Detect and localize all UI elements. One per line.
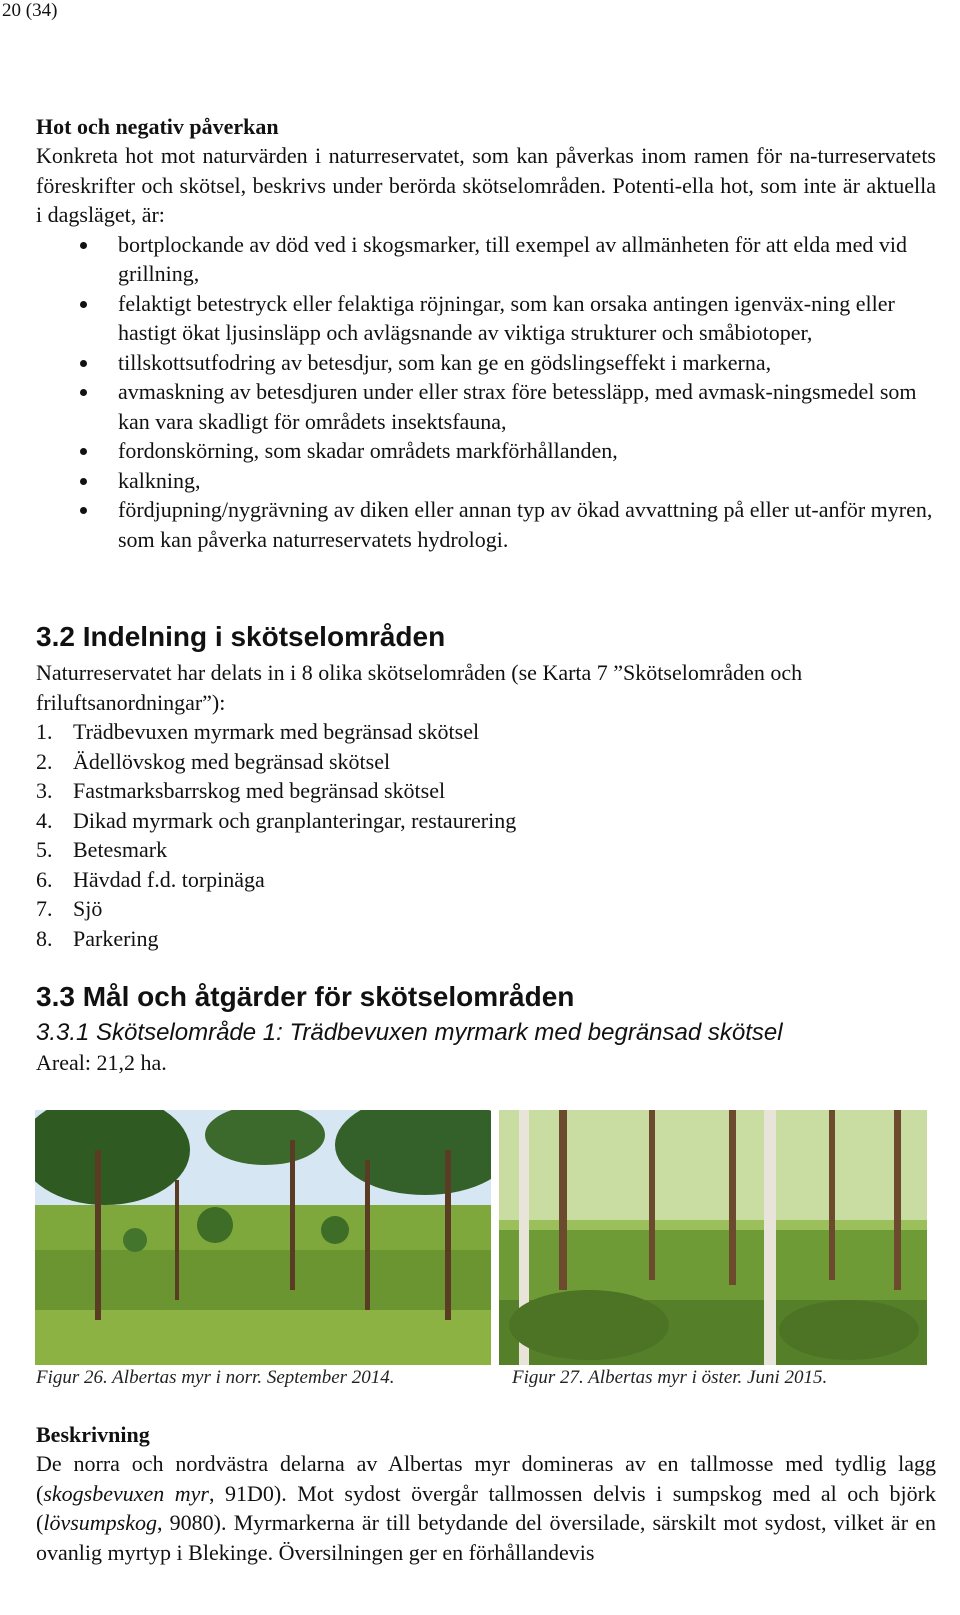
section-3-2 [36,620,936,953]
list-item: 7. Sjö [36,896,103,921]
list-item: tillskottsutfodring av betesdjur, som kan ge en gödslingseffekt i markerna, [36,348,936,378]
description-paragraph: De norra och nordvästra delarna av Albertas myr domineras av en tallmosse med tydlig lagg (skogsbevuxen myr, 91D0). Mot sydost övergår tallmossen delvis i sumpskog med al och björk (lövsumpskog, 9080). Myrmarkerna är till betydande del översilade, särskilt mot sydost, vilket är en ovanlig myrtyp i Blekinge. Översilningen ger en förhållandevis [36,1451,936,1565]
list-item: 4. Dikad myrmark och granplanteringar, restaurering [36,807,517,833]
bullet-icon [80,360,87,367]
figure-26-caption: Figur 26. Albertas myr i norr. September 2014. [36,1367,395,1388]
list-item: 2. Ädellövskog med begränsad skötsel [36,748,391,774]
figure-27-caption: Figur 27. Albertas myr i öster. Juni 2015. [512,1367,828,1388]
bullet-icon [80,389,87,396]
list-item: 8. Parkering [36,925,159,951]
list-item: 1. Trädbevuxen myrmark med begränsad skötsel [36,719,480,744]
bullet-icon [80,478,87,485]
list-item: fordonskörning, som skadar områdets markförhållanden, [36,436,936,466]
section-3-3 [36,980,936,1078]
bullet-icon [80,242,87,249]
list-item: bortplockande av död ved i skogsmarker, till exempel av allmänheten för att elda med vid grillning, [36,230,936,289]
section-heading: 3.3 Mål och åtgärder för skötselområden [36,981,575,1012]
figure-27-photo [499,1110,927,1365]
section-intro: Naturreservatet har delats in i 8 olika skötselområden (se Karta 7 ”Skötselområden och friluftsanordningar”): [36,660,803,715]
threats-list [36,230,936,555]
list-item: 5. Betesmark [36,837,168,862]
list-item: 3. Fastmarksbarrskog med begränsad skötsel [36,778,446,803]
section-heading: 3.2 Indelning i skötselområden [36,621,446,652]
list-item: kalkning, [36,466,936,496]
forest-photo-east [499,1110,927,1365]
threats-title: Hot och negativ påverkan [36,114,279,139]
figure-26-photo [35,1110,491,1365]
description-title: Beskrivning [36,1422,150,1447]
bullet-icon [80,301,87,308]
list-item: 6. Hävdad f.d. torpinäga [36,866,265,892]
subsection-heading: 3.3.1 Skötselområde 1: Trädbevuxen myrmark med begränsad skötsel [36,1019,783,1046]
zones-list [36,717,936,953]
bullet-icon [80,448,87,455]
area-text: Areal: 21,2 ha. [36,1050,167,1075]
forest-photo-north [35,1110,491,1365]
list-item: fördjupning/nygrävning av diken eller annan typ av ökad avvattning på eller ut-anför myren, som kan påverka naturreservatets hydrologi. [36,495,936,554]
list-item: avmaskning av betesdjuren under eller strax före betessläpp, med avmask-ningsmedel som kan vara skadligt för områdets insektsfauna, [36,377,936,436]
bullet-icon [80,507,87,514]
threats-section [36,112,936,554]
threats-intro: Konkreta hot mot naturvärden i naturreservatet, som kan påverkas inom ramen för na-turreservatets föreskrifter och skötsel, beskrivs under berörda skötselområden. Potenti-ella hot, som inte är aktuella i dagsläget, är: [36,143,936,227]
description-section [36,1420,936,1567]
list-item: felaktigt betestryck eller felaktiga röjningar, som kan orsaka antingen igenväx-ning eller hastigt ökat ljusinsläpp och avlägsnande av viktiga strukturer och småbiotoper, [36,289,936,348]
page-number: 20 (34) [2,0,58,21]
